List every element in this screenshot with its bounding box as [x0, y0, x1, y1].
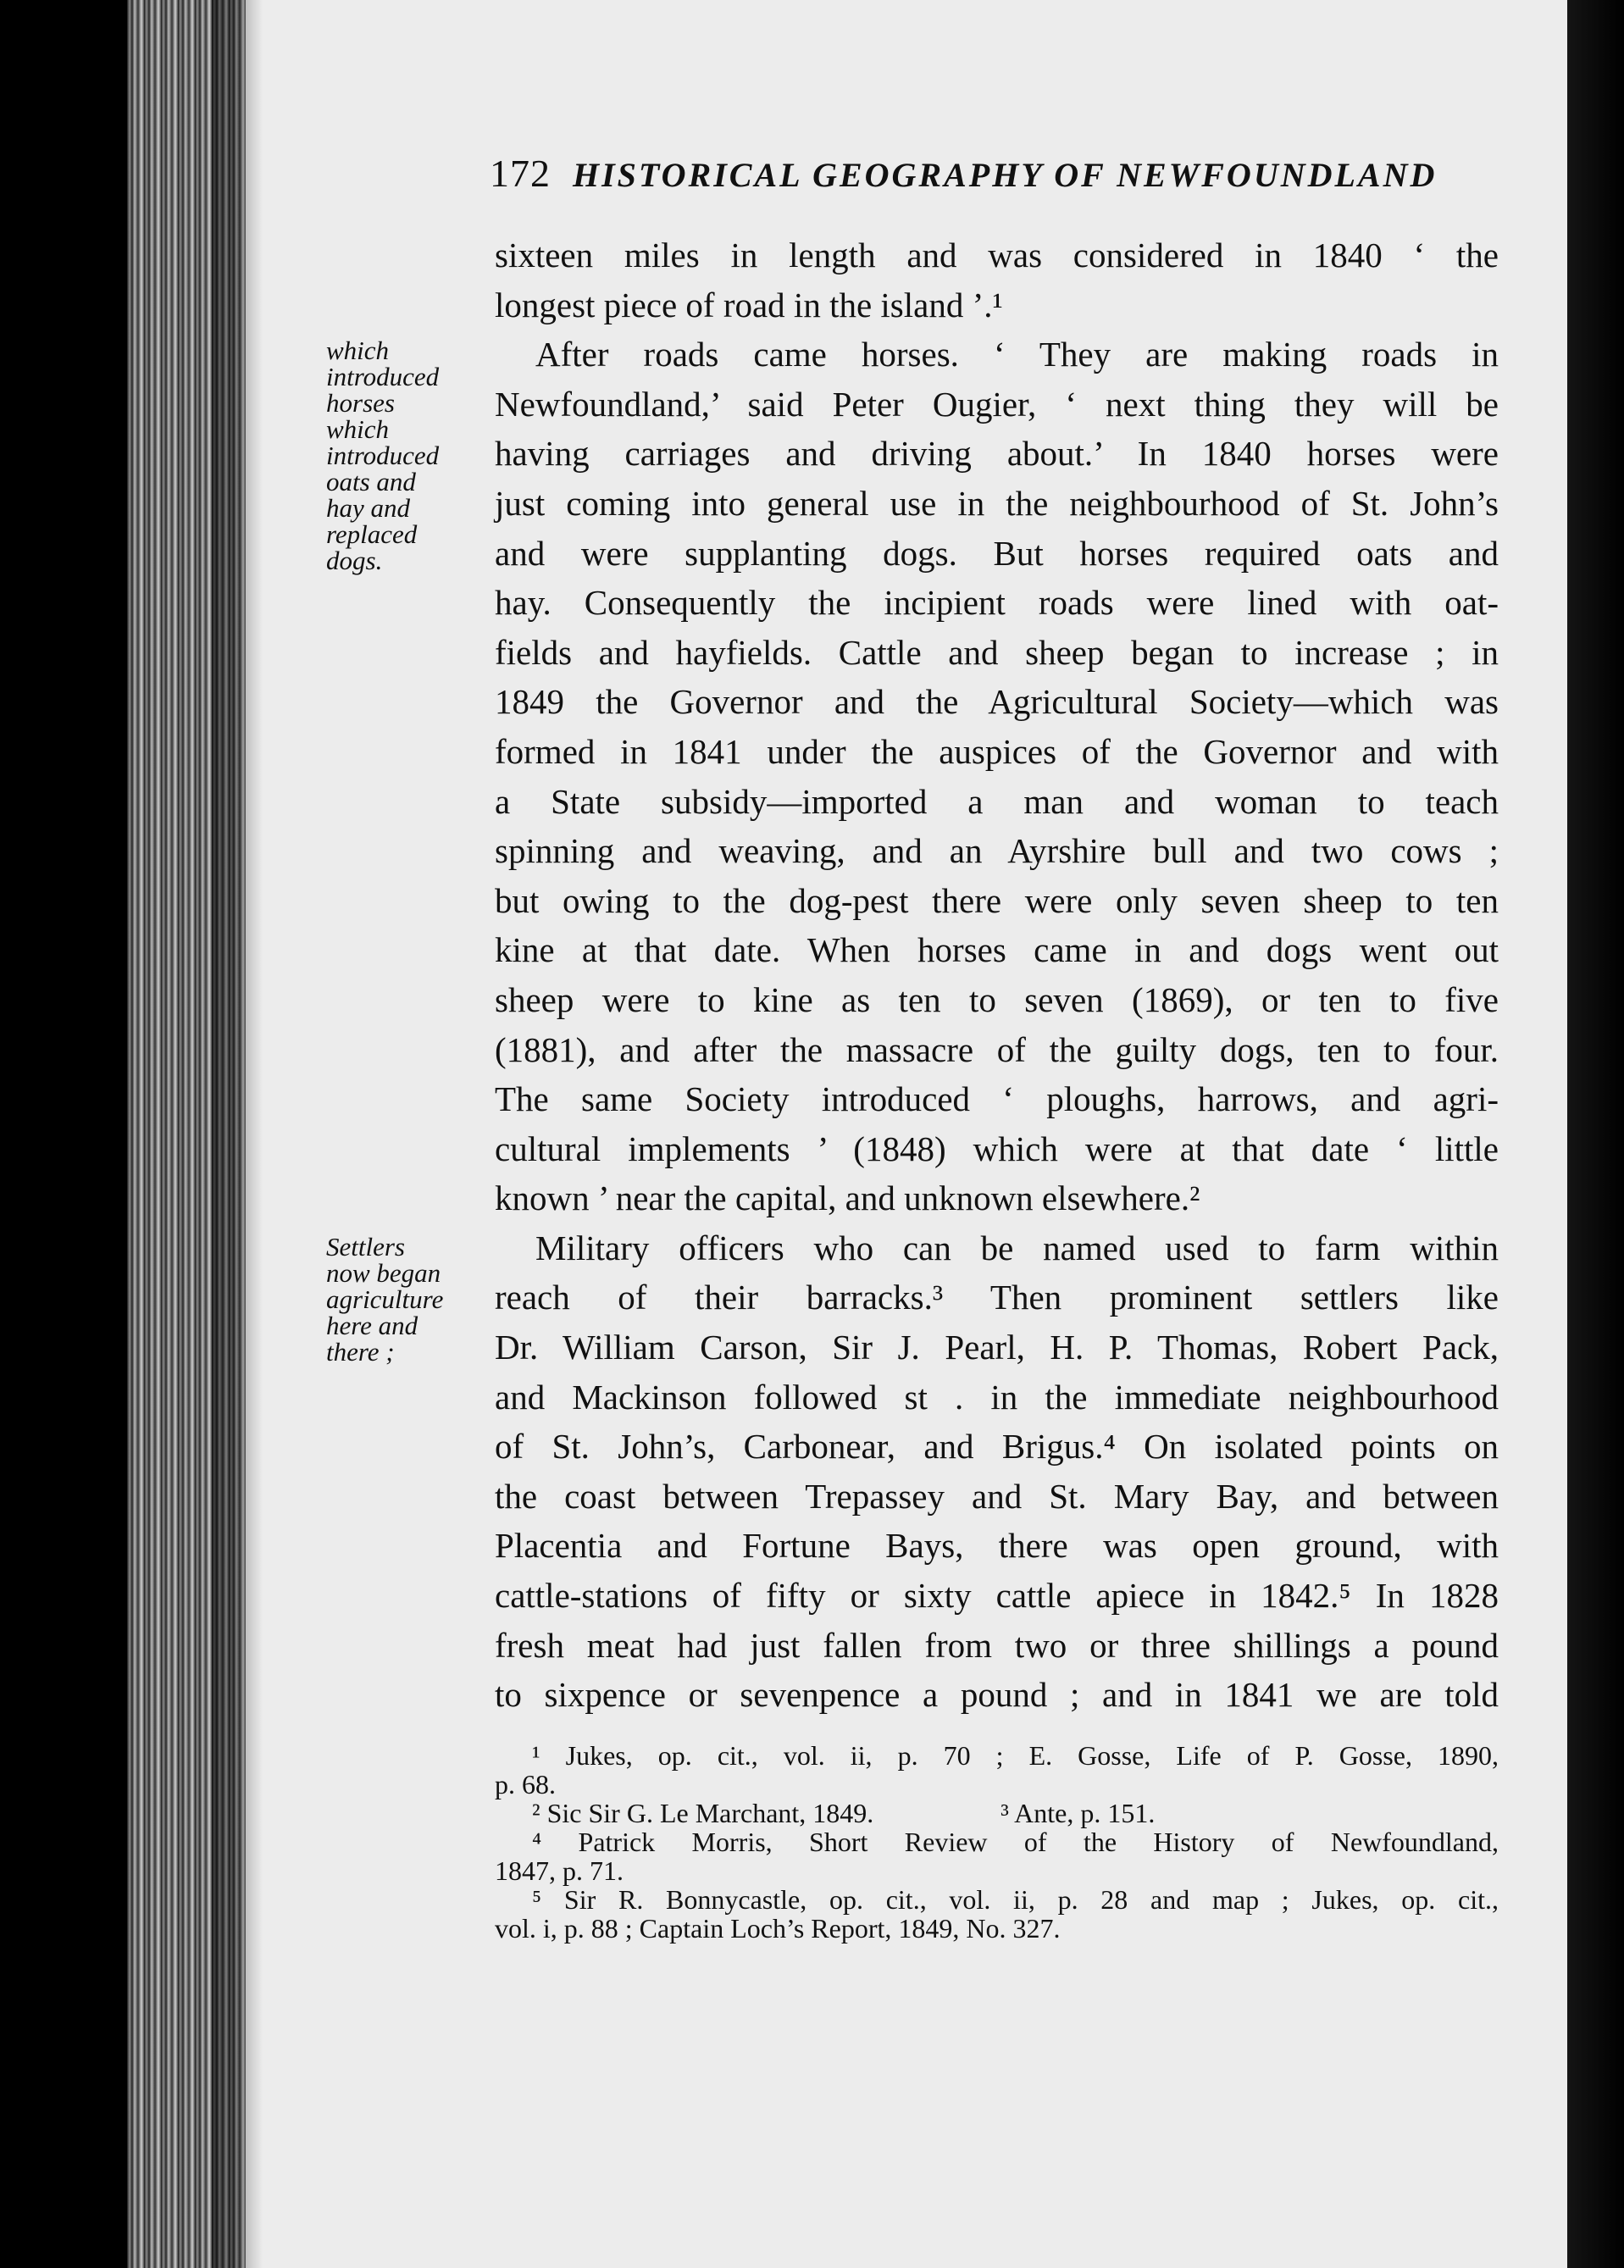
- margin-note-line: dogs.: [326, 546, 383, 575]
- text-line: Dr. William Carson, Sir J. Pearl, H. P. Thomas, Robert Pack,: [495, 1328, 1499, 1367]
- body-text: [495, 230, 1499, 1720]
- text-line: (1881), and after the massacre of the guilty dogs, ten to four.: [495, 1029, 1499, 1069]
- margin-note-line: hay and: [326, 493, 411, 523]
- text-line: but owing to the dog-pest there were only seven sheep to ten: [495, 880, 1499, 920]
- running-header: [490, 151, 1472, 198]
- text-line: spinning and weaving, and an Ayrshire bull and two cows ;: [495, 831, 1499, 871]
- text-line: Newfoundland,’ said Peter Ougier, ‘ next thing they will be: [495, 384, 1499, 424]
- footnote-2: ² Sic Sir G. Le Marchant, 1849.: [532, 1798, 874, 1828]
- text-line: After roads came horses. ‘ They are making roads in: [535, 335, 1499, 374]
- text-line: having carriages and driving about.’ In 1840 horses were: [495, 434, 1499, 474]
- gutter-shadow: [212, 0, 263, 2268]
- text-line: cultural implements ’ (1848) which were at that date ‘ little: [495, 1128, 1499, 1168]
- text-line: just coming into general use in the neighbourhood of St. John’s: [495, 483, 1499, 523]
- footnotes: [495, 1741, 1499, 1943]
- text-line: and Mackinson followed st . in the immediate neighbourhood: [495, 1377, 1499, 1417]
- footnote-1: ¹ Jukes, op. cit., vol. ii, p. 70 ; E. Gosse, Life of P. Gosse, 1890,: [532, 1740, 1499, 1771]
- text-line: known ’ near the capital, and unknown elsewhere.²: [495, 1178, 1200, 1218]
- footnote-2-3-row: [495, 1799, 1499, 1827]
- running-title: HISTORICAL GEOGRAPHY OF NEWFOUNDLAND: [573, 156, 1438, 194]
- text-line: Placentia and Fortune Bays, there was open ground, with: [495, 1526, 1499, 1566]
- text-line: 1849 the Governor and the Agricultural Society—which was: [495, 682, 1499, 722]
- text-line: longest piece of road in the island ’.¹: [495, 285, 1003, 324]
- text-line: The same Society introduced ‘ ploughs, harrows, and agri-: [495, 1079, 1499, 1119]
- text-line: reach of their barracks.³ Then prominent settlers like: [495, 1278, 1499, 1317]
- text-line: the coast between Trepassey and St. Mary Bay, and between: [495, 1476, 1499, 1516]
- text-line: kine at that date. When horses came in and dogs went out: [495, 930, 1499, 970]
- page-edge: [1567, 0, 1624, 2268]
- text-line: and were supplanting dogs. But horses required oats and: [495, 533, 1499, 573]
- text-line: Military officers who can be named used to farm within: [535, 1228, 1499, 1267]
- margin-note-line: agriculture: [326, 1284, 444, 1314]
- margin-note-line: horses: [326, 388, 395, 418]
- footnote-1-cont: p. 68.: [495, 1769, 556, 1799]
- margin-note-line: there ;: [326, 1337, 395, 1367]
- margin-note-line: replaced: [326, 519, 418, 549]
- text-line: to sixpence or sevenpence a pound ; and in 1841 we are told: [495, 1675, 1499, 1715]
- margin-note-line: here and: [326, 1311, 418, 1340]
- text-line: fields and hayfields. Cattle and sheep began to increase ; in: [495, 632, 1499, 672]
- text-line: a State subsidy—imported a man and woman to teach: [495, 781, 1499, 821]
- margin-note-line: now began: [326, 1258, 441, 1288]
- margin-note-settlers: [326, 1234, 496, 1365]
- text-line: hay. Consequently the incipient roads were lined with oat-: [495, 583, 1499, 623]
- footnote-5: ⁵ Sir R. Bonnycastle, op. cit., vol. ii, p. 28 and map ; Jukes, op. cit.,: [532, 1884, 1499, 1915]
- footnote-3: ³ Ante, p. 151.: [1000, 1798, 1156, 1828]
- margin-note-horses: [326, 337, 496, 574]
- footnote-4: ⁴ Patrick Morris, Short Review of the History of Newfoundland,: [532, 1827, 1499, 1857]
- text-line: fresh meat had just fallen from two or three shillings a pound: [495, 1625, 1499, 1665]
- margin-note-line: which: [326, 414, 390, 444]
- text-line: cattle-stations of fifty or sixty cattle apiece in 1842.⁵ In 1828: [495, 1576, 1499, 1616]
- text-line: sheep were to kine as ten to seven (1869), or ten to five: [495, 979, 1499, 1019]
- text-line: of St. John’s, Carbonear, and Brigus.⁴ On isolated points on: [495, 1427, 1499, 1467]
- margin-note-line: Settlers: [326, 1232, 405, 1262]
- footnote-5-cont: vol. i, p. 88 ; Captain Loch’s Report, 1849, No. 327.: [495, 1913, 1061, 1944]
- footnote-4-cont: 1847, p. 71.: [495, 1855, 624, 1886]
- page-number: 172: [490, 152, 551, 195]
- text-line: sixteen miles in length and was considered in 1840 ‘ the: [495, 236, 1499, 274]
- margin-note-line: introduced: [326, 362, 440, 391]
- margin-note-line: introduced: [326, 441, 440, 470]
- text-line: formed in 1841 under the auspices of the Governor and with: [495, 731, 1499, 771]
- margin-note-line: which: [326, 335, 390, 365]
- margin-note-line: oats and: [326, 467, 416, 496]
